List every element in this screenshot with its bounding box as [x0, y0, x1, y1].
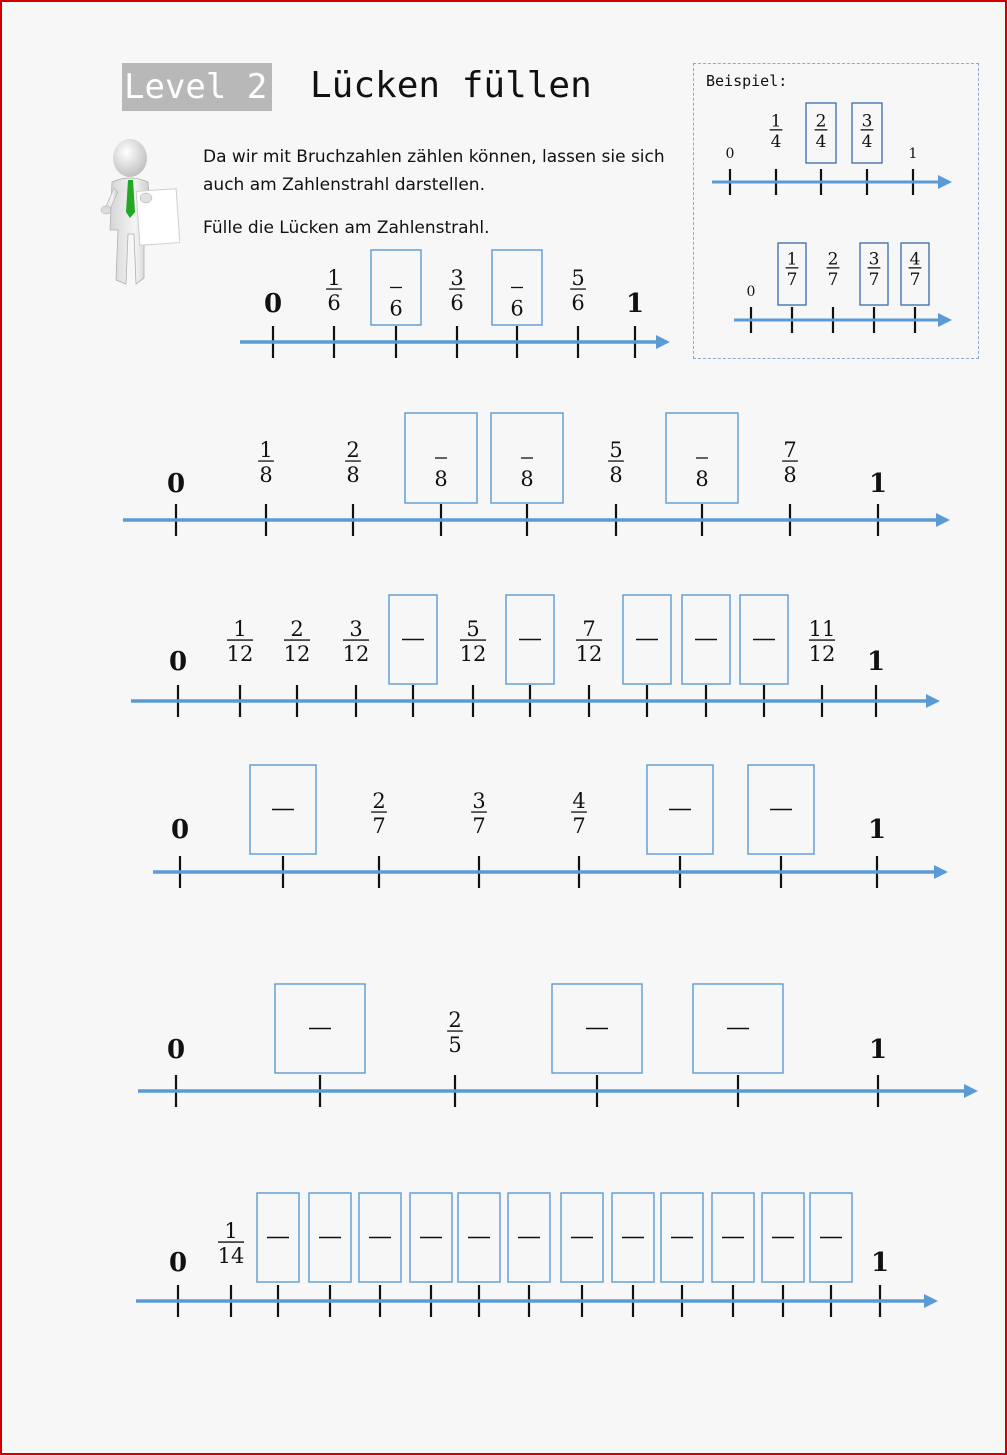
axis-arrowhead	[924, 1294, 938, 1308]
fraction-denominator: 7	[909, 269, 921, 290]
fraction-numerator: 4	[909, 249, 921, 270]
fraction-label	[449, 266, 465, 315]
example-fraction	[770, 111, 783, 151]
fraction-numerator: 3	[450, 265, 464, 290]
label-start: 0	[168, 1248, 188, 1278]
fraction-denominator: 5	[448, 1033, 462, 1058]
fraction-denominator: 12	[283, 642, 311, 667]
fraction-numerator: 2	[290, 616, 304, 641]
fraction-numerator: 1	[224, 1218, 238, 1243]
fraction-denominator: 12	[575, 642, 603, 667]
axis-arrowhead	[938, 313, 952, 327]
fraction-label	[258, 438, 274, 487]
label-start: 0	[166, 1035, 186, 1065]
intro-text-line1: Da wir mit Bruchzahlen zählen können, lassen sie sich	[203, 147, 665, 167]
fraction-denominator: 14	[217, 1244, 245, 1269]
fraction-denominator: 7	[372, 814, 386, 839]
number-line-axis	[153, 865, 948, 879]
example-fraction	[861, 111, 874, 151]
number-line-axis	[131, 694, 940, 708]
fraction-numerator: 1	[770, 111, 782, 132]
axis-arrowhead	[926, 694, 940, 708]
fraction-denominator: 8	[434, 467, 448, 491]
label-end: 1	[870, 1248, 890, 1278]
fraction-denominator: 8	[259, 463, 273, 488]
example-fraction	[909, 249, 922, 289]
fraction-numerator: 3	[472, 788, 486, 813]
example-label-end: 1	[908, 146, 918, 162]
fraction-label	[809, 617, 836, 666]
fraction-numerator: 1	[786, 249, 798, 270]
label-start: 0	[263, 289, 283, 319]
fraction-denominator: 6	[450, 291, 464, 316]
example-axis	[712, 175, 952, 189]
number-line-axis	[123, 513, 950, 527]
example-fraction	[815, 111, 828, 151]
fraction-denominator: 8	[695, 467, 709, 491]
fraction-numerator: 4	[572, 788, 586, 813]
fraction-numerator: 2	[346, 437, 360, 462]
fraction-label	[345, 438, 361, 487]
fraction-label	[608, 438, 624, 487]
number-line-axis	[136, 1294, 938, 1308]
fraction-numerator: 3	[861, 111, 873, 132]
page-title: Lücken füllen	[310, 65, 592, 106]
example-axis	[734, 313, 952, 327]
fraction-label	[371, 789, 387, 838]
example-fraction	[827, 249, 840, 289]
label-end: 1	[866, 647, 886, 677]
fraction-denominator: 6	[510, 296, 524, 321]
label-start: 0	[170, 815, 190, 845]
fraction-numerator: 2	[815, 111, 827, 132]
number-line-axis	[240, 335, 670, 349]
fraction-label	[471, 789, 487, 838]
fraction-denominator: 4	[770, 131, 782, 152]
fraction-numerator: 3	[349, 616, 363, 641]
fraction-denominator: 12	[459, 642, 487, 667]
label-start: 0	[166, 469, 186, 499]
fraction-label	[447, 1008, 463, 1057]
fraction-label	[343, 617, 370, 666]
fraction-denominator: 12	[808, 642, 836, 667]
fraction-denominator: 12	[226, 642, 254, 667]
example-fraction	[786, 249, 799, 289]
fraction-denominator: 8	[609, 463, 623, 488]
number-line-axis	[138, 1084, 978, 1098]
fraction-numerator: 5	[466, 616, 480, 641]
fraction-denominator: 7	[572, 814, 586, 839]
example-label-start: 0	[725, 146, 735, 162]
fraction-denominator: 7	[827, 269, 839, 290]
fraction-numerator: 2	[448, 1007, 462, 1032]
fraction-denominator: 4	[861, 131, 873, 152]
label-end: 1	[867, 815, 887, 845]
example-label-start: 0	[746, 284, 756, 300]
fraction-numerator: 7	[582, 616, 596, 641]
fraction-label	[570, 266, 586, 315]
fraction-denominator: 8	[346, 463, 360, 488]
fraction-denominator: 8	[520, 467, 534, 491]
number-line-4	[171, 765, 886, 888]
number-lines-canvas	[2, 2, 1005, 1453]
fraction-denominator: 4	[815, 131, 827, 152]
fraction-numerator: 2	[827, 249, 839, 270]
fraction-label	[576, 617, 603, 666]
fraction-denominator: 7	[472, 814, 486, 839]
fraction-numerator: 11	[808, 616, 836, 641]
fraction-numerator: 7	[783, 437, 797, 462]
axis-arrowhead	[964, 1084, 978, 1098]
number-line-2	[167, 413, 887, 536]
fraction-denominator: 7	[786, 269, 798, 290]
number-line-5	[167, 984, 887, 1107]
fraction-denominator: 6	[571, 291, 585, 316]
fraction-label	[284, 617, 311, 666]
label-start: 0	[168, 647, 188, 677]
level-badge: Level 2	[122, 63, 272, 111]
fraction-denominator: 12	[342, 642, 370, 667]
label-end: 1	[868, 1035, 888, 1065]
axis-arrowhead	[936, 513, 950, 527]
fraction-numerator: 3	[868, 249, 880, 270]
fraction-label	[782, 438, 798, 487]
fraction-label	[218, 1219, 245, 1268]
fraction-label	[460, 617, 487, 666]
axis-arrowhead	[656, 335, 670, 349]
fraction-numerator: 1	[259, 437, 273, 462]
fraction-denominator: 8	[783, 463, 797, 488]
fraction-denominator: 7	[868, 269, 880, 290]
number-line-6	[169, 1193, 889, 1317]
fraction-numerator: 1	[327, 265, 341, 290]
instruction-text: Fülle die Lücken am Zahlenstrahl.	[203, 218, 490, 238]
label-end: 1	[625, 289, 645, 319]
fraction-numerator: 5	[571, 265, 585, 290]
fraction-label	[571, 789, 587, 838]
number-line-3	[169, 595, 885, 717]
fraction-denominator: 6	[327, 291, 341, 316]
axis-arrowhead	[934, 865, 948, 879]
example-label: Beispiel:	[706, 72, 788, 90]
fraction-label	[227, 617, 254, 666]
axis-arrowhead	[938, 175, 952, 189]
fraction-numerator: 1	[233, 616, 247, 641]
fraction-numerator: 2	[372, 788, 386, 813]
fraction-label	[326, 266, 342, 315]
example-fraction	[868, 249, 881, 289]
fraction-numerator: 5	[609, 437, 623, 462]
intro-text-line2: auch am Zahlenstrahl darstellen.	[203, 175, 485, 195]
label-end: 1	[868, 469, 888, 499]
fraction-denominator: 6	[389, 296, 403, 321]
